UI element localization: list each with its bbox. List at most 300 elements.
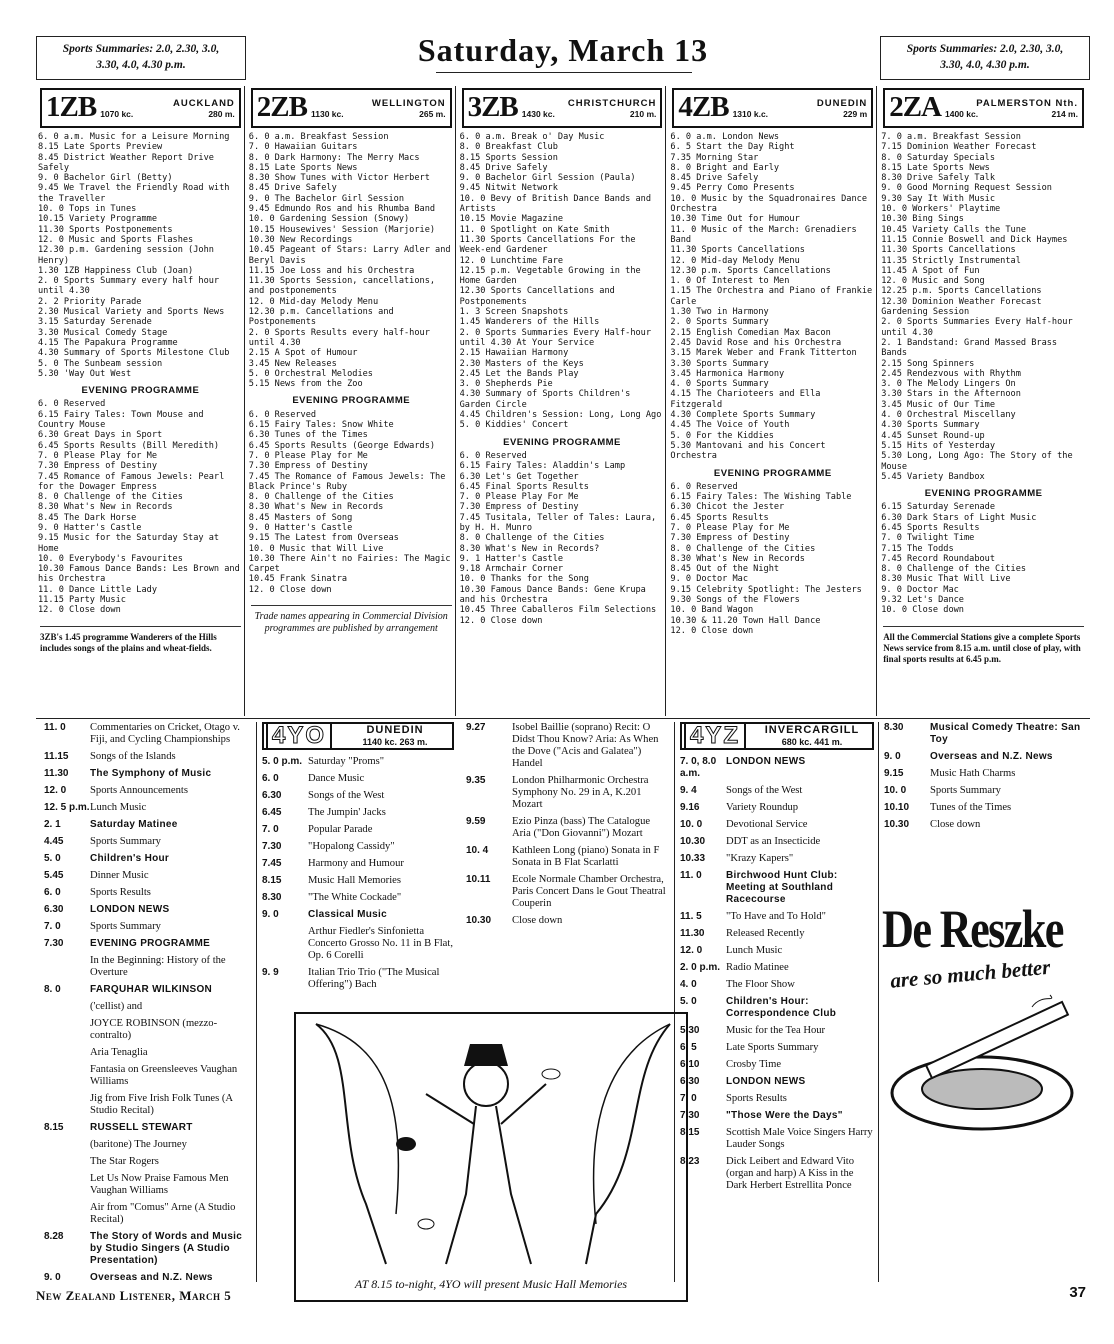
program-time: 6. 5 — [680, 1042, 697, 1053]
program-title: Italian Trio Trio ("The Musical Offering") Bach — [308, 967, 440, 990]
program-item: 2.15 Song Spinners — [881, 358, 975, 369]
program-row — [44, 1173, 254, 1197]
column-divider — [256, 722, 257, 1282]
program-title: Saturday "Proms" — [308, 756, 385, 767]
call-sign: 3ZB — [467, 91, 518, 123]
program-item: 5.30 Long, Long Ago: The Story of the Mouse — [881, 451, 1073, 472]
station-frequency: 1130 kc. 265 m. — [310, 108, 446, 119]
program-item: 6. 0 a.m. Break o' Day Music — [459, 132, 605, 142]
program-item: 8. 0 Challenge of the Cities — [38, 492, 183, 503]
program-title: The Story of Words and Music by Studio Singers (A Studio Presentation) — [90, 1231, 243, 1266]
program-item: 12. 0 Mid-day Melody Menu — [670, 255, 800, 266]
program-item: 6.15 Fairy Tales: Town Mouse and Country Mouse — [38, 409, 204, 431]
program-row — [44, 938, 254, 950]
program-row — [44, 1122, 254, 1134]
program-item: 8.45 The Dark Horse — [38, 512, 137, 523]
station-frequency: 1430 kc. 210 m. — [521, 108, 657, 119]
program-row — [44, 836, 254, 848]
program-title: Close down — [512, 915, 563, 926]
station-city: DUNEDIN — [366, 724, 424, 736]
program-item: 7.15 The Todds — [881, 543, 954, 554]
program-item: 6.30 Great Days in Sport — [38, 430, 163, 441]
program-item: 7. 0 Please Play for Me — [670, 522, 790, 533]
program-item: 5.30 Mantovani and his Concert Orchestra — [670, 440, 826, 462]
program-item: 1.15 The Orchestra and Piano of Frankie Carle — [670, 286, 873, 307]
program-title: Radio Matinee — [726, 962, 789, 973]
program-row — [680, 785, 874, 797]
program-item: 2. 0 Sports Summary — [670, 317, 769, 328]
program-item: 3.30 Musical Comedy Stage — [38, 327, 168, 338]
call-sign: 2ZB — [256, 91, 307, 123]
program-item: 7.30 Empress of Destiny — [38, 461, 157, 472]
program-item: 6.45 Final Sports Results — [459, 481, 589, 492]
program-item: 11.15 Joe Loss and his Orchestra — [248, 265, 415, 276]
program-item: 7. 0 Please Play For Me — [459, 492, 579, 503]
call-sign: 4ZB — [678, 91, 729, 123]
de-reszke-advertisement — [882, 899, 1090, 1192]
program-item: 9. 0 Hatter's Castle — [38, 522, 142, 533]
program-time: 6. 0 — [44, 887, 61, 898]
program-time: 6.30 — [262, 790, 282, 801]
program-title: Commentaries on Cricket, Otago v. Fiji, and Cycling Championships — [90, 722, 240, 745]
program-list — [36, 132, 245, 616]
program-item: 3.30 Stars in the Afternoon — [881, 389, 1021, 400]
program-time: 6.30 — [680, 1076, 700, 1087]
program-time: 5.45 — [44, 870, 64, 881]
program-row — [680, 911, 874, 923]
program-row — [262, 841, 454, 853]
program-item: 4.15 The Papakura Programme — [38, 337, 178, 348]
program-item: 6.30 Dark Stars of Light Music — [881, 512, 1037, 523]
program-row — [44, 921, 254, 933]
station-header — [672, 88, 873, 128]
program-item: 8.30 What's New in Records — [248, 502, 384, 513]
program-item: 10. 0 Close down — [881, 605, 964, 616]
station-column-4yz-continued — [884, 722, 1090, 898]
program-title: LONDON NEWS — [90, 904, 170, 915]
program-row — [466, 845, 670, 869]
program-time: 8.15 — [680, 1127, 700, 1138]
program-time: 9. 0 — [262, 909, 279, 920]
program-item: 8.30 Music That Will Live — [881, 574, 1011, 585]
program-row — [884, 819, 1090, 831]
program-row — [466, 915, 670, 927]
column-divider — [244, 86, 245, 716]
program-item: 7.35 Morning Star — [670, 152, 759, 163]
program-time: 10. 4 — [466, 845, 489, 856]
program-item: 12.30 p.m. Cancellations and Postponements — [248, 307, 394, 328]
program-row — [680, 945, 874, 957]
sports-summary-box-left — [36, 36, 246, 80]
program-title: Lunch Music — [726, 945, 783, 956]
program-title: London Philharmonic Orchestra Symphony No. 29 in A, K.201 Mozart — [512, 775, 649, 810]
call-sign: 1ZB — [46, 91, 97, 123]
program-time: 12. 0 — [680, 945, 703, 956]
title-underline — [436, 72, 692, 73]
program-title: Ezio Pinza (bass) The Catalogue Aria ("Don Giovanni") Mozart — [512, 816, 651, 839]
program-list — [247, 132, 456, 595]
cartoon-caption: AT 8.15 to-night, 4YO will present Music Hall Memories — [354, 1277, 628, 1291]
program-item: 11.30 Sports Cancellations For the Week-end Gardener — [459, 234, 636, 256]
program-time: 8.23 — [680, 1156, 700, 1167]
column-divider — [665, 86, 666, 716]
program-item: 7.30 Empress of Destiny — [459, 502, 579, 513]
program-item: 12. 0 Close down — [38, 605, 121, 616]
program-item: 8.45 Drive Safely — [248, 183, 337, 194]
station-frequency: 1140 kc. 263 m. — [362, 737, 428, 747]
program-item: 2. 0 Sports Summary every half hour until 4.30 — [38, 276, 220, 297]
program-row — [262, 858, 454, 870]
program-item: 7.30 Empress of Destiny — [670, 533, 790, 544]
program-item: 8.30 Show Tunes with Victor Herbert — [248, 173, 430, 184]
program-row — [44, 853, 254, 865]
program-time: 7. 0 — [262, 824, 279, 835]
program-row — [680, 853, 874, 865]
program-item: 2.45 Let the Bands Play — [459, 368, 579, 379]
program-time: 6.10 — [680, 1059, 700, 1070]
ad-tagline: are so much better — [889, 954, 1052, 993]
program-row — [680, 1110, 874, 1122]
program-time: 9.35 — [466, 775, 486, 786]
program-row — [680, 962, 874, 974]
program-time: 12. 5 p.m. — [44, 802, 90, 813]
station-header — [251, 88, 452, 128]
station-city: CHRISTCHURCH — [567, 97, 657, 109]
program-item: 12.30 p.m. Gardening session (John Henry) — [38, 245, 214, 266]
station-column-2zb — [247, 86, 456, 716]
column-divider — [455, 86, 456, 716]
program-item: 12.30 Sports Cancellations and Postponements — [459, 286, 615, 307]
program-time: 8.28 — [44, 1231, 64, 1242]
program-time: 10.30 — [884, 819, 910, 830]
program-title: "Krazy Kapers" — [726, 853, 794, 864]
program-time: 7.30 — [262, 841, 282, 852]
program-time: 9. 9 — [262, 967, 279, 978]
program-row — [44, 904, 254, 916]
program-item: 9.32 Let's Dance — [881, 595, 964, 606]
program-row — [680, 1076, 874, 1088]
program-time: 6.30 — [44, 904, 64, 915]
program-time: 5. 0 p.m. — [262, 756, 303, 767]
program-row — [884, 751, 1090, 763]
program-item: 10. 0 Workers' Playtime — [881, 204, 1001, 215]
program-time: 11.30 — [680, 928, 705, 939]
program-item: 8.15 Sports Session — [459, 152, 558, 163]
program-title: In the Beginning: History of the Overture — [90, 955, 226, 978]
program-item: 6.15 Fairy Tales: The Wishing Table — [670, 492, 852, 503]
program-row — [680, 928, 874, 940]
program-item: 8. 0 Bright and Early — [670, 162, 780, 173]
program-title: Devotional Service — [726, 819, 808, 830]
music-hall-cartoon — [296, 1014, 688, 1302]
station-header — [40, 88, 241, 128]
program-time: 12. 0 — [44, 785, 67, 796]
program-title: Sports Announcements — [90, 785, 188, 796]
program-item: 7.15 Dominion Weather Forecast — [881, 142, 1037, 153]
program-row — [44, 887, 254, 899]
program-title: Sports Results — [726, 1093, 787, 1104]
program-item: 10. 0 Everybody's Favourites — [38, 553, 183, 564]
program-item: 10.30 Famous Dance Bands: Gene Krupa and his Orchestra — [459, 584, 646, 606]
program-row — [884, 802, 1090, 814]
program-title: "Those Were the Days" — [726, 1110, 843, 1121]
program-time: 7.45 — [262, 858, 282, 869]
program-title: Songs of the Islands — [90, 751, 176, 762]
program-row — [262, 790, 454, 802]
program-item: 6.30 Tunes of the Times — [248, 430, 368, 441]
program-title: Arthur Fiedler's Sinfonietta Concerto Grosso No. 11 in B Flat, Op. 6 Corelli — [308, 926, 453, 961]
program-row — [680, 819, 874, 831]
program-title: Sports Summary — [90, 921, 161, 932]
program-item: 9.45 Perry Como Presents — [670, 183, 795, 194]
program-item: 5. 0 Kiddies' Concert — [459, 420, 569, 431]
program-item: 2.30 Musical Variety and Sports News — [38, 307, 225, 318]
sports-summary-box-right — [880, 36, 1090, 80]
program-row — [44, 955, 254, 979]
program-time: 4. 0 — [680, 979, 697, 990]
evening-programme-heading: EVENING PROGRAMME — [713, 467, 832, 479]
program-row — [262, 756, 454, 768]
program-time: 5.30 — [680, 1025, 700, 1036]
program-title: RUSSELL STEWART — [90, 1122, 193, 1133]
program-row — [44, 1093, 254, 1117]
program-time: 9.16 — [680, 802, 700, 813]
sports-summary-line: Sports Summaries: 2.0, 2.30, 3.0, — [906, 43, 1064, 55]
cartoon-illustration — [294, 1012, 688, 1302]
program-row — [262, 926, 454, 962]
program-title: Variety Roundup — [726, 802, 799, 813]
program-item: 2.15 Hawaiian Harmony — [459, 348, 569, 359]
program-item: 9. 0 Bachelor Girl (Betty) — [38, 173, 173, 184]
program-row — [44, 1272, 254, 1282]
program-item: 8. 0 Dark Harmony: The Merry Macs — [248, 152, 420, 163]
evening-programme-heading: EVENING PROGRAMME — [503, 436, 621, 448]
program-row — [466, 816, 670, 840]
footer-publication: New Zealand Listener, March 5 — [36, 1288, 232, 1303]
program-item: 10.30 Time Out for Humour — [670, 214, 800, 225]
program-item: 4. 0 Sports Summary — [670, 379, 769, 390]
program-item: 2.45 David Rose and his Orchestra — [670, 337, 842, 348]
program-row — [680, 836, 874, 848]
program-item: 2. 2 Priority Parade — [38, 296, 142, 307]
program-item: 9. 0 Hatter's Castle — [248, 522, 353, 533]
program-item: 3.30 Sports Summary — [670, 358, 769, 369]
program-item: 6. 0 a.m. Music for a Leisure Morning — [38, 132, 230, 142]
program-row — [680, 1059, 874, 1071]
program-item: 10. 0 Tops in Tunes — [38, 204, 137, 215]
station-city: INVERCARGILL — [764, 724, 860, 736]
program-item: 4.30 Summary of Sports Children's Garden Circle — [459, 389, 631, 410]
station-frequency: 1310 k.c. 229 m — [732, 108, 868, 119]
program-row — [680, 1156, 874, 1192]
program-time: 2. 1 — [44, 819, 61, 830]
program-item: 6.30 Let's Get Together — [459, 471, 579, 482]
program-item: 2.15 English Comedian Max Bacon — [670, 327, 831, 338]
program-row — [44, 1001, 254, 1013]
program-time — [44, 1047, 90, 1059]
program-item: 7. 0 a.m. Breakfast Session — [881, 132, 1021, 142]
station-column-2za — [879, 86, 1088, 716]
station-city: AUCKLAND — [172, 97, 235, 109]
program-item: 8.45 Drive Safely — [459, 162, 548, 173]
program-row — [44, 802, 254, 814]
program-title: Children's Hour: Correspondence Club — [726, 996, 837, 1019]
program-time: 11. 5 — [680, 911, 702, 922]
program-row — [262, 875, 454, 887]
program-item: 9. 0 Doctor Mac — [670, 574, 748, 585]
program-item: 3.45 New Releases — [248, 358, 337, 369]
program-item: 11.30 Sports Session, cancellations, and postponements — [248, 276, 436, 297]
program-item: 9. 0 Good Morning Request Session — [881, 183, 1052, 194]
program-item: 10.30 New Recordings — [248, 234, 353, 245]
program-title: Musical Comedy Theatre: San Toy — [930, 722, 1081, 745]
program-time: 6.45 — [262, 807, 282, 818]
program-row — [44, 1064, 254, 1088]
program-title: Songs of the West — [726, 785, 803, 796]
program-item: 10.30 Bing Sings — [881, 214, 964, 225]
program-item: 3. 0 The Melody Lingers On — [881, 379, 1016, 390]
program-item: 9.15 The Latest from Overseas — [248, 533, 399, 544]
program-item: 8.30 What's New in Records? — [459, 543, 600, 554]
program-title: Saturday Matinee — [90, 819, 178, 830]
program-title: The Floor Show — [726, 979, 795, 990]
program-item: 10.15 Variety Programme — [38, 214, 157, 225]
program-title: Overseas and N.Z. News — [90, 1272, 213, 1282]
program-time — [44, 1139, 90, 1151]
program-item: 7.45 Tusitala, Teller of Tales: Laura, by H. H. Munro — [459, 512, 657, 533]
program-time: 9. 4 — [680, 785, 697, 796]
program-item: 11.35 Strictly Instrumental — [881, 255, 1021, 266]
program-item: 2. 0 Sports Summaries Every Half-hour until 4.30 At Your Service — [459, 327, 652, 348]
program-time: 10.11 — [466, 874, 491, 885]
station-header — [462, 88, 663, 128]
program-row — [44, 1018, 254, 1042]
program-row — [44, 785, 254, 797]
program-item: 9. 0 The Bachelor Girl Session — [248, 193, 405, 204]
program-title: Crosby Time — [726, 1059, 782, 1070]
program-item: 2. 0 Sports Summaries Every Half-hour until 4.30 — [881, 317, 1073, 338]
program-title: LONDON NEWS — [726, 1076, 806, 1087]
program-item: 10.15 Movie Magazine — [459, 214, 564, 225]
station-logo: 4YZ — [684, 722, 746, 750]
program-item: 8. 0 Breakfast Club — [459, 142, 558, 153]
program-row — [680, 979, 874, 991]
program-title: FARQUHAR WILKINSON — [90, 984, 213, 995]
program-item: 11.30 Sports Postponements — [38, 224, 173, 235]
program-time: 10. 0 — [680, 819, 703, 830]
program-time: 10.10 — [884, 802, 910, 813]
program-row — [44, 984, 254, 996]
program-title: Kathleen Long (piano) Sonata in F Sonata in B Flat Scarlatti — [512, 845, 660, 868]
program-title: "To Have and To Hold" — [726, 911, 826, 922]
program-title: "Hopalong Cassidy" — [308, 841, 395, 852]
program-row — [680, 756, 874, 780]
program-item: 8.15 Late Sports Preview — [38, 142, 163, 153]
program-time: 8.30 — [884, 722, 904, 733]
program-time: 8.15 — [262, 875, 282, 886]
station-column-4yz — [680, 722, 874, 1282]
program-item: 12. 0 Close down — [670, 625, 754, 636]
program-item: 12. 0 Mid-day Melody Menu — [248, 296, 379, 307]
program-time: 9.59 — [466, 816, 486, 827]
program-row — [680, 1093, 874, 1105]
station-frequency: 1400 kc. 214 m. — [944, 108, 1078, 119]
program-item: 7.45 Romance of Famous Jewels: Pearl for the Dowager Empress — [38, 471, 225, 492]
station-column-1zb — [36, 86, 245, 716]
program-time — [44, 1093, 90, 1117]
call-sign: 2ZA — [889, 91, 941, 123]
program-item: 8.30 What's New in Records — [670, 553, 805, 564]
program-item: 6. 0 a.m. Breakfast Session — [248, 132, 389, 142]
program-item: 11. 0 Music of the March: Grenadiers Band — [670, 224, 857, 245]
program-item: 1. 0 Of Interest to Men — [670, 276, 790, 287]
program-item: 3. 0 Shepherds Pie — [459, 379, 553, 390]
program-title: Late Sports Summary — [726, 1042, 819, 1053]
program-row — [680, 802, 874, 814]
program-time: 7. 0 — [680, 1093, 697, 1104]
program-row — [262, 892, 454, 904]
program-title: Classical Music — [308, 909, 387, 920]
program-title: Songs of the West — [308, 790, 385, 801]
program-title: Dick Leibert and Edward Vito (organ and harp) A Kiss in the Dark Herbert Estrellita Ponce — [726, 1156, 855, 1191]
program-title: LONDON NEWS — [726, 756, 806, 767]
program-row — [44, 1231, 254, 1267]
program-item: 11.30 Sports Cancellations — [670, 245, 805, 256]
program-item: 12.25 p.m. Sports Cancellations — [881, 286, 1042, 297]
program-item: 8. 0 Saturday Specials — [881, 152, 996, 163]
program-time: 7. 0 — [44, 921, 61, 932]
program-item: 4.45 Children's Session: Long, Long Ago — [459, 410, 662, 421]
program-item: 9.15 Celebrity Spotlight: The Jesters — [670, 584, 862, 595]
program-title: Sports Summary — [90, 836, 161, 847]
program-item: 3.45 Harmonica Harmony — [670, 368, 785, 379]
program-item: 6.45 Sports Results (George Edwards) — [248, 440, 436, 451]
program-time: 11.30 — [44, 768, 69, 779]
program-item: 3.15 Saturday Serenade — [38, 317, 152, 328]
program-item: 11. 0 Spotlight on Kate Smith — [459, 224, 610, 235]
station-city: PALMERSTON Nth. — [976, 97, 1078, 109]
station-note: 3ZB's 1.45 programme Wanderers of the Hills includes songs of the plains and wheat-fields. — [40, 626, 241, 654]
program-item: 12.15 p.m. Vegetable Growing in the Home Garden — [459, 265, 641, 287]
program-item: 10.15 Housewives' Session (Marjorie) — [248, 224, 436, 235]
program-item: 7.45 Record Roundabout — [881, 553, 996, 564]
program-row — [44, 1202, 254, 1226]
program-item: 6. 0 Reserved — [38, 399, 106, 410]
program-item: 9.30 Say It With Music — [881, 193, 996, 204]
sports-summary-line: 3.30, 4.0, 4.30 p.m. — [940, 59, 1030, 71]
program-title: DDT as an Insecticide — [726, 836, 821, 847]
program-row — [262, 909, 454, 921]
program-list — [668, 132, 877, 636]
program-title: Fantasia on Greensleeves Vaughan Williams — [90, 1064, 238, 1087]
program-item: 8. 0 Challenge of the Cities — [248, 492, 394, 503]
program-row — [262, 773, 454, 785]
program-list — [458, 132, 667, 626]
program-time: 9.27 — [466, 722, 486, 733]
program-item: 2. 0 Sports Results every half-hour until 4.30 — [248, 327, 430, 348]
program-title: Scottish Male Voice Singers Harry Lauder Songs — [726, 1127, 873, 1150]
program-item: 12. 0 Music and Sports Flashes — [38, 234, 194, 245]
program-row — [262, 807, 454, 819]
program-time: 9. 0 — [44, 1272, 61, 1282]
program-title: Children's Hour — [90, 853, 170, 864]
program-item: 10. 0 Band Wagon — [670, 605, 754, 616]
program-title: The Symphony of Music — [90, 768, 212, 779]
program-item: 12. 0 Music and Song — [881, 276, 985, 287]
program-item: 8.30 What's New in Records — [38, 502, 173, 513]
ad-brand: De Reszke — [882, 899, 1063, 959]
program-title: Dinner Music — [90, 870, 149, 881]
